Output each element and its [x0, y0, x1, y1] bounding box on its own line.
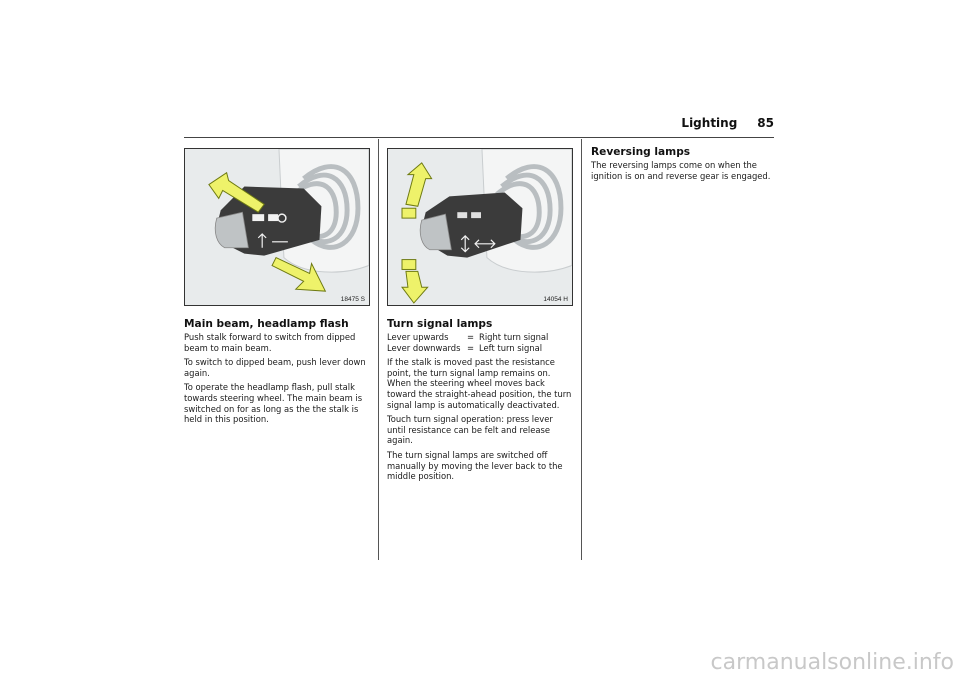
page-number: 85	[757, 116, 774, 130]
section-heading: Turn signal lamps	[387, 318, 493, 330]
lever-key: Lever downwards	[387, 342, 461, 353]
paragraph: If the stalk is moved past the resistance point, the turn signal lamp remains on. When the steering wheel moves back toward the straight-ahead position, the turn signal lamp is automatically deactivated.	[387, 357, 572, 410]
paragraph: Touch turn signal operation: press lever until resistance can be felt and release again.	[387, 414, 553, 446]
header-rule	[184, 137, 774, 138]
section-reversing-lamps	[591, 146, 781, 185]
section-main-beam	[184, 318, 370, 429]
section-title: Lighting	[681, 116, 738, 130]
page-header	[681, 116, 774, 130]
turn-signal-stalk-illustration	[388, 149, 572, 305]
headlamp-stalk-illustration	[185, 149, 369, 305]
lever-value: Right turn signal	[479, 332, 549, 342]
column-divider	[581, 139, 582, 560]
figure-headlamp-stalk	[184, 148, 370, 306]
paragraph: The turn signal lamps are switched off manually by moving the lever back to the middle position.	[387, 449, 563, 482]
lever-table	[387, 332, 573, 353]
paragraph: To operate the headlamp flash, pull stalk towards steering wheel. The main beam is switched on for as long as the the stalk is held in this position.	[184, 382, 363, 425]
lever-value: Left turn signal	[479, 342, 543, 353]
paragraph: To switch to dipped beam, push lever down again.	[184, 357, 366, 378]
watermark: carmanualsonline.info	[710, 650, 954, 675]
section-heading: Reversing lamps	[591, 146, 691, 158]
lever-separator: =	[467, 342, 475, 353]
column-divider	[378, 139, 379, 560]
lever-key: Lever upwards	[387, 332, 449, 342]
figure-code: 18475 S	[340, 296, 365, 303]
figure-turn-signal-stalk	[387, 148, 573, 306]
paragraph: Push stalk forward to switch from dipped beam to main beam.	[184, 332, 356, 353]
figure-code: 14054 H	[543, 296, 568, 303]
paragraph: The reversing lamps come on when the ignition is on and reverse gear is engaged.	[591, 160, 771, 181]
section-heading: Main beam, headlamp flash	[184, 318, 349, 330]
lever-separator: =	[467, 332, 475, 342]
section-turn-signal	[387, 318, 573, 486]
